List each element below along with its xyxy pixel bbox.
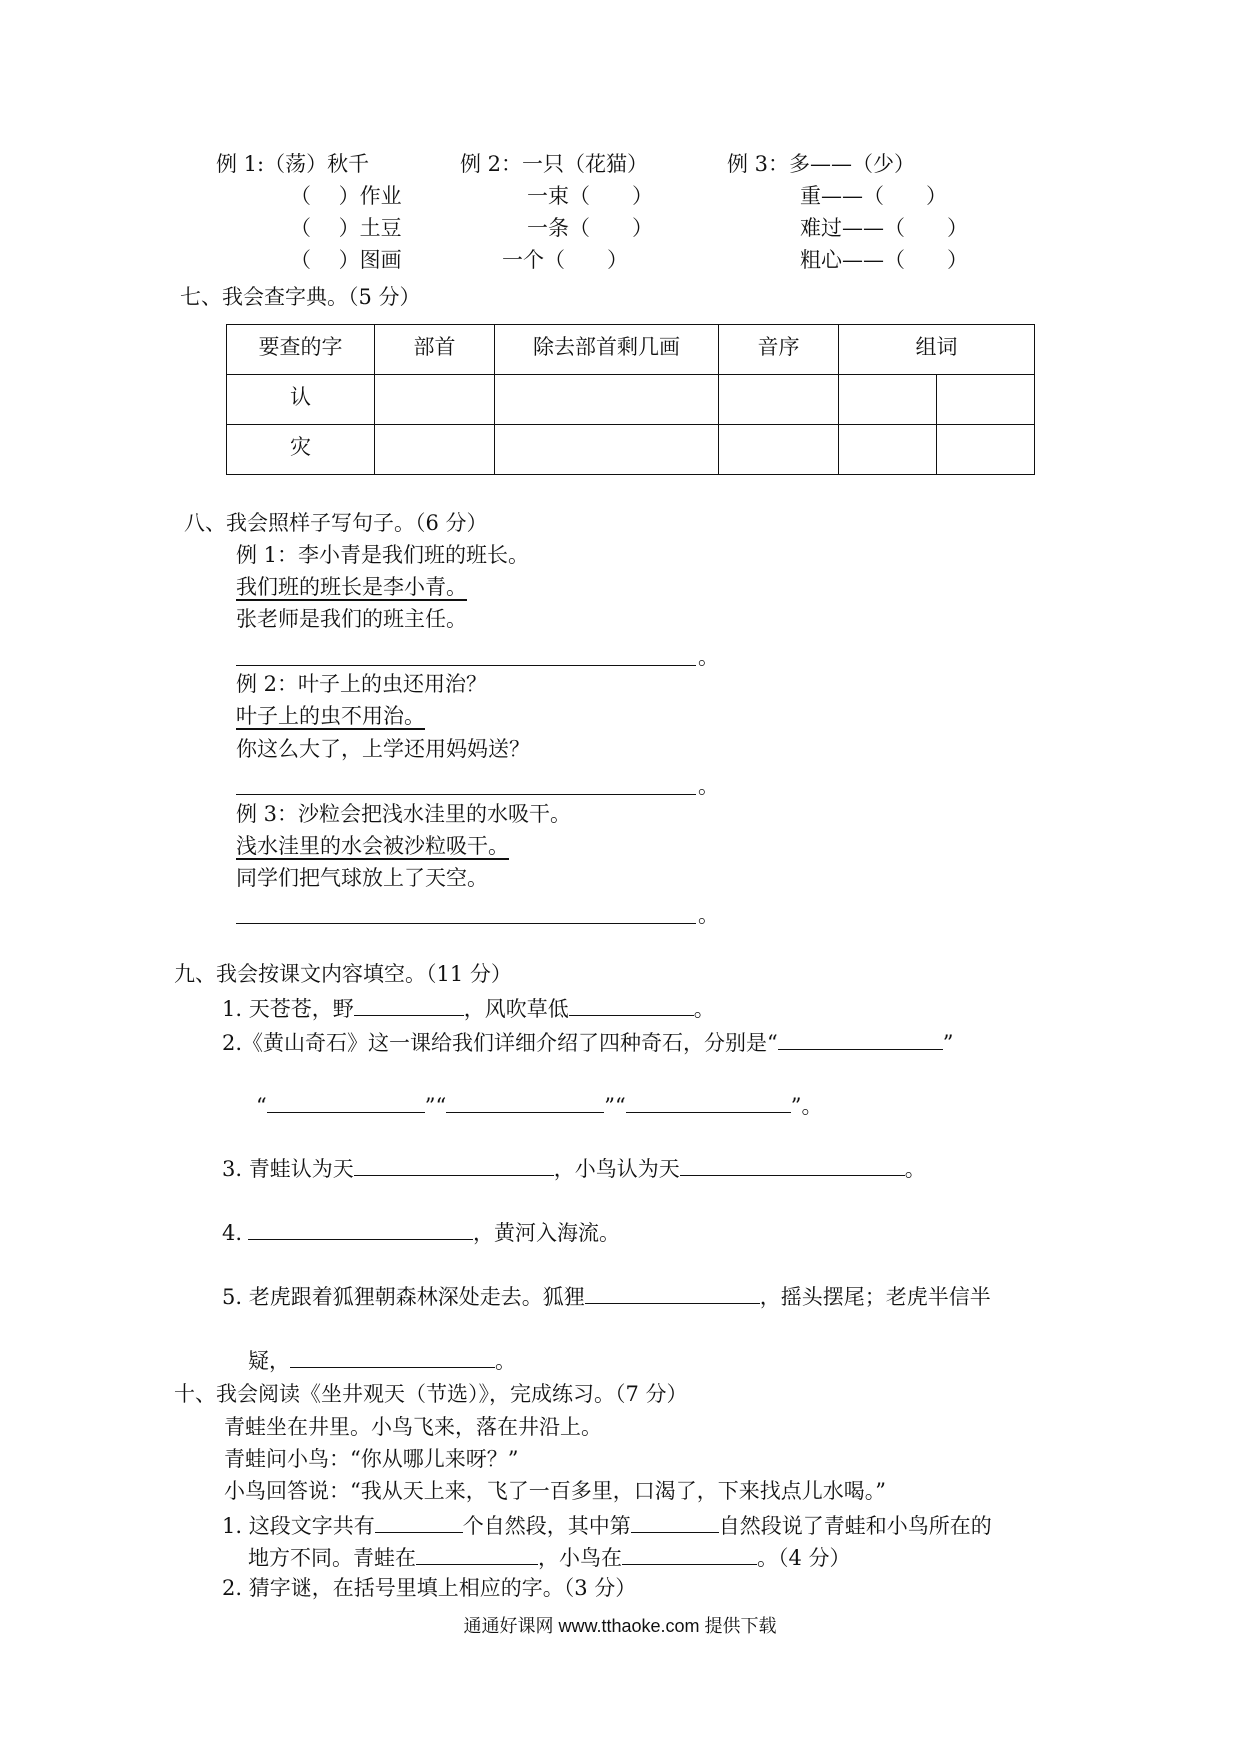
section-8-example-3: 例 3：沙粒会把浅水洼里的水吸干。 [236, 802, 572, 826]
row-character: 灾 [227, 425, 375, 475]
section-8-example-2: 例 2：叶子上的虫还用治？ [236, 672, 488, 696]
table-row [227, 375, 1035, 425]
section-10-question-1-line-2 [248, 1542, 851, 1572]
header-radical: 部首 [375, 325, 495, 375]
q1-text-c: 。 [693, 997, 715, 1021]
q2-quote: ”“ [604, 1094, 626, 1118]
example-1-blank-3: （ ）图画 [290, 248, 402, 272]
fill-blank[interactable] [569, 993, 694, 1016]
fill-blank[interactable] [631, 1510, 719, 1533]
section-9-question-1 [222, 993, 715, 1023]
reading-paragraph-3: 小鸟回答说：“我从天上来，飞了一百多里，口渴了，下来找点儿水喝。” [224, 1479, 886, 1503]
reading-paragraph-2: 青蛙问小鸟：“你从哪儿来呀？” [224, 1447, 519, 1471]
q5-text-c: 疑， [248, 1349, 290, 1373]
fill-blank[interactable] [626, 1090, 791, 1113]
cell-blank[interactable] [495, 375, 719, 425]
table-header-row [227, 325, 1035, 375]
section-9-question-2-line-2 [256, 1090, 822, 1120]
example-1-blank-1: （ ）作业 [290, 184, 402, 208]
section-9-question-2 [222, 1027, 954, 1057]
q2-quote: ”“ [424, 1094, 447, 1118]
example-3-blank-1: 重——（ ） [800, 184, 947, 208]
example-2-label: 例 2：一只（花猫） [460, 152, 649, 176]
answer-line[interactable] [236, 794, 696, 795]
section-10-question-2: 2. 猜字谜，在括号里填上相应的字。（3 分） [222, 1576, 637, 1600]
example-2-blank-1: 一束（ ） [527, 184, 653, 208]
example-2-blank-3: 一个（ ） [502, 248, 628, 272]
cell-blank[interactable] [495, 425, 719, 475]
fill-blank[interactable] [354, 1153, 554, 1176]
header-phonetic-order: 音序 [719, 325, 839, 375]
cell-blank[interactable] [375, 375, 495, 425]
fill-blank[interactable] [585, 1281, 760, 1304]
answer-line[interactable] [236, 923, 696, 924]
fill-blank[interactable] [778, 1027, 943, 1050]
section-9-question-5-line-2 [248, 1345, 516, 1375]
answer-line[interactable] [236, 665, 696, 666]
q4-text-b: ，黄河入海流。 [473, 1221, 621, 1245]
q1-text-e: ，小鸟在 [538, 1546, 622, 1570]
q1-text-a: 1. 天苍苍，野 [222, 997, 354, 1021]
period-mark: 。 [698, 903, 719, 927]
section-9-question-3 [222, 1153, 926, 1183]
header-stroke-count: 除去部首剩几画 [495, 325, 719, 375]
q1-text-d: 地方不同。青蛙在 [248, 1546, 416, 1570]
cell-blank[interactable] [719, 425, 839, 475]
cell-blank[interactable] [839, 375, 937, 425]
q1-text-a: 1. 这段文字共有 [222, 1514, 375, 1538]
q5-text-a: 5. 老虎跟着狐狸朝森林深处走去。狐狸 [222, 1285, 585, 1309]
header-word-group: 组词 [839, 325, 1035, 375]
section-8-question-1: 张老师是我们的班主任。 [236, 607, 467, 631]
example-3-blank-3: 粗心——（ ） [800, 248, 968, 272]
fill-blank[interactable] [622, 1542, 757, 1565]
cell-blank[interactable] [937, 375, 1035, 425]
row-character: 认 [227, 375, 375, 425]
q3-text-c: 。 [904, 1157, 926, 1181]
section-9-title: 九、我会按课文内容填空。（11 分） [174, 962, 512, 986]
cell-blank[interactable] [375, 425, 495, 475]
section-9-question-5 [222, 1281, 991, 1311]
section-7-title: 七、我会查字典。（5 分） [180, 285, 421, 309]
q2-quote: “ [256, 1094, 267, 1118]
period-mark: 。 [698, 774, 719, 798]
period-mark: 。 [698, 645, 719, 669]
q3-text-a: 3. 青蛙认为天 [222, 1157, 354, 1181]
q4-text-a: 4. [222, 1221, 243, 1245]
table-row [227, 425, 1035, 475]
q1-text-c: 自然段说了青蛙和小鸟所在的 [718, 1514, 992, 1538]
q2-quote: ”。 [790, 1094, 823, 1118]
section-8-example-3-answer: 浅水洼里的水会被沙粒吸干。 [236, 834, 509, 858]
section-8-question-2: 你这么大了，上学还用妈妈送？ [236, 737, 530, 761]
page-footer: 通通好课网 www.tthaoke.com 提供下载 [463, 1616, 777, 1636]
q1-text-b: ，风吹草低 [463, 997, 569, 1021]
cell-blank[interactable] [937, 425, 1035, 475]
section-9-question-4 [222, 1217, 620, 1247]
q2-text-a: 2.《黄山奇石》这一课给我们详细介绍了四种奇石，分别是“ [222, 1031, 778, 1055]
example-1-label: 例 1:（荡）秋千 [216, 152, 370, 176]
section-10-question-1 [222, 1510, 992, 1540]
section-10-title: 十、我会阅读《坐井观天（节选）》，完成练习。（7 分） [174, 1382, 688, 1406]
section-8-question-3: 同学们把气球放上了天空。 [236, 866, 488, 890]
section-8-example-2-answer: 叶子上的虫不用治。 [236, 704, 425, 728]
example-1-blank-2: （ ）土豆 [290, 216, 402, 240]
example-3-label: 例 3：多——（少） [727, 152, 916, 176]
fill-blank[interactable] [416, 1542, 538, 1565]
q1-text-f: 。（4 分） [757, 1546, 851, 1570]
cell-blank[interactable] [719, 375, 839, 425]
q5-text-b: ，摇头摆尾；老虎半信半 [759, 1285, 991, 1309]
example-3-blank-2: 难过——（ ） [800, 216, 968, 240]
fill-blank[interactable] [680, 1153, 905, 1176]
q3-text-b: ，小鸟认为天 [553, 1157, 680, 1181]
section-8-title: 八、我会照样子写句子。（6 分） [184, 511, 488, 535]
header-character: 要查的字 [227, 325, 375, 375]
fill-blank[interactable] [290, 1345, 495, 1368]
fill-blank[interactable] [267, 1090, 425, 1113]
fill-blank[interactable] [248, 1217, 473, 1240]
cell-blank[interactable] [839, 425, 937, 475]
section-8-example-1-answer: 我们班的班长是李小青。 [236, 575, 467, 599]
fill-blank[interactable] [446, 1090, 604, 1113]
dictionary-table [226, 324, 1035, 475]
q1-text-b: 个自然段，其中第 [462, 1514, 631, 1538]
reading-paragraph-1: 青蛙坐在井里。小鸟飞来，落在井沿上。 [224, 1415, 602, 1439]
fill-blank[interactable] [375, 1510, 463, 1533]
example-2-blank-2: 一条（ ） [527, 216, 653, 240]
q2-text-b: ” [942, 1031, 954, 1055]
section-8-example-1: 例 1：李小青是我们班的班长。 [236, 543, 530, 567]
q5-text-d: 。 [495, 1349, 516, 1373]
fill-blank[interactable] [354, 993, 464, 1016]
